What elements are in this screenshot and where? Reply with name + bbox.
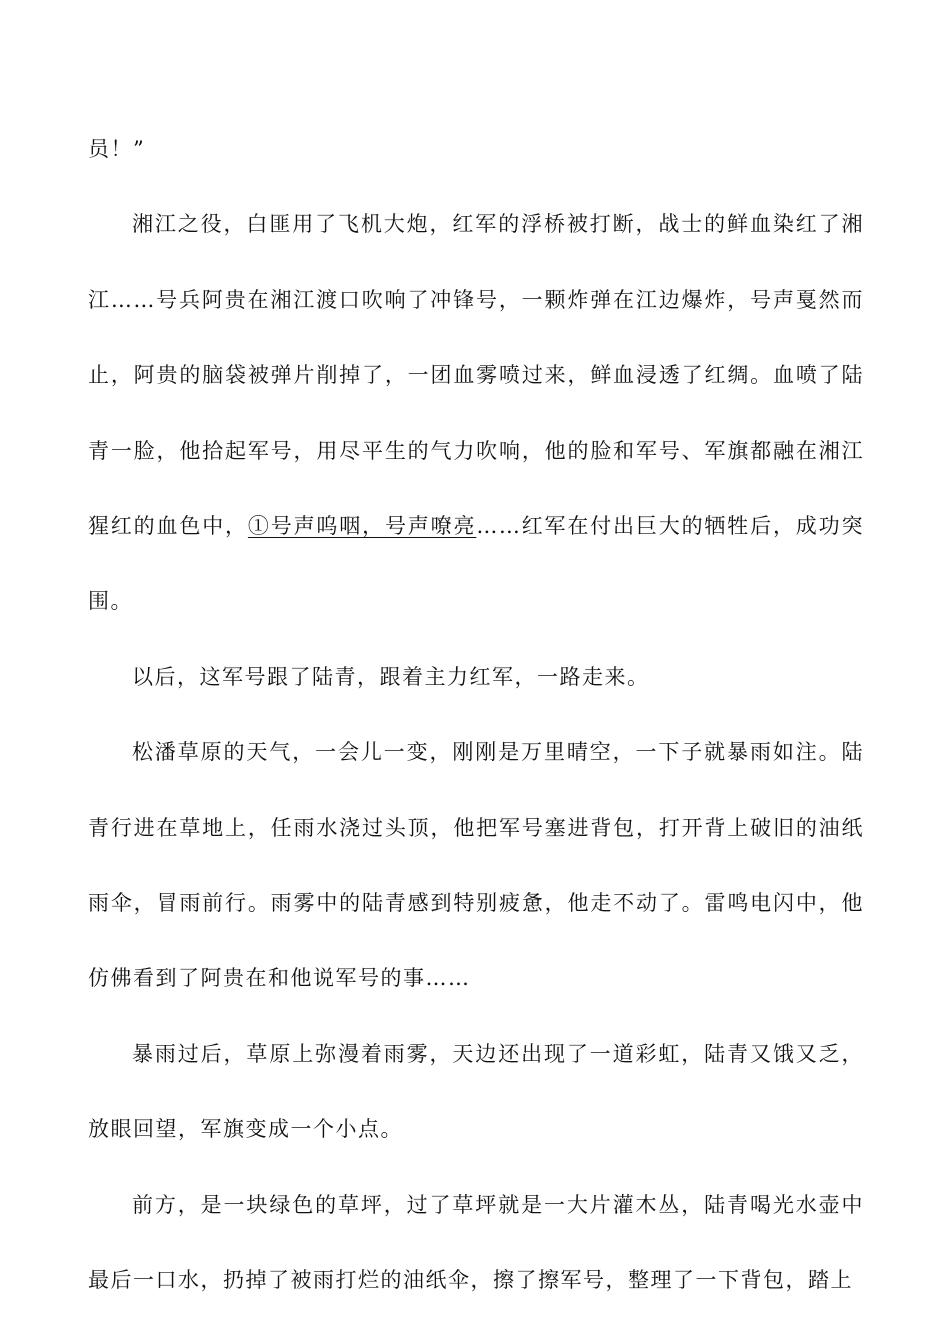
paragraph-text: ……红军在付出巨大的牺牲后，成功突围。	[88, 514, 864, 614]
paragraph-3	[88, 640, 864, 715]
paragraph-text: 以后，这军号跟了陆青，跟着主力红军，一路走来。	[132, 664, 650, 689]
paragraph-text: 前方，是一块绿色的草坪，过了草坪就是一大片灌木丛，陆青喝光水壶中最后一口水，扔掉了被雨打烂的油纸伞，擦了擦军号，整理了一下背包，踏上	[88, 1192, 864, 1293]
paragraph-5	[88, 1017, 864, 1168]
paragraph-text: 员！”	[88, 137, 146, 161]
paragraph-6	[88, 1168, 864, 1319]
paragraph-2	[88, 187, 864, 639]
paragraph-text: 暴雨过后，草原上弥漫着雨雾，天边还出现了一道彩虹，陆青又饿又乏，放眼回望，军旗变成一个小点。	[88, 1041, 864, 1142]
document-page	[88, 112, 864, 1319]
paragraph-1	[88, 112, 864, 187]
underlined-annotated-phrase: ①号声呜咽，号声嘹亮	[247, 514, 477, 539]
paragraph-text: 湘江之役，白匪用了飞机大炮，红军的浮桥被打断，战士的鲜血染红了湘江……号兵阿贵在湘江渡口吹响了冲锋号，一颗炸弹在江边爆炸，号声戛然而止，阿贵的脑袋被弹片削掉了，一团血雾喷过来，鲜血浸透了红绸。血喷了陆青一脸，他拾起军号，用尽平生的气力吹响，他的脸和军号、军旗都融在湘江猩红的血色中，	[88, 212, 864, 539]
paragraph-4	[88, 715, 864, 1017]
paragraph-text: 松潘草原的天气，一会儿一变，刚刚是万里晴空，一下子就暴雨如注。陆青行进在草地上，任雨水浇过头顶，他把军号塞进背包，打开背上破旧的油纸雨伞，冒雨前行。雨雾中的陆青感到特别疲惫，他走不动了。雷鸣电闪中，他仿佛看到了阿贵在和他说军号的事……	[88, 740, 864, 991]
